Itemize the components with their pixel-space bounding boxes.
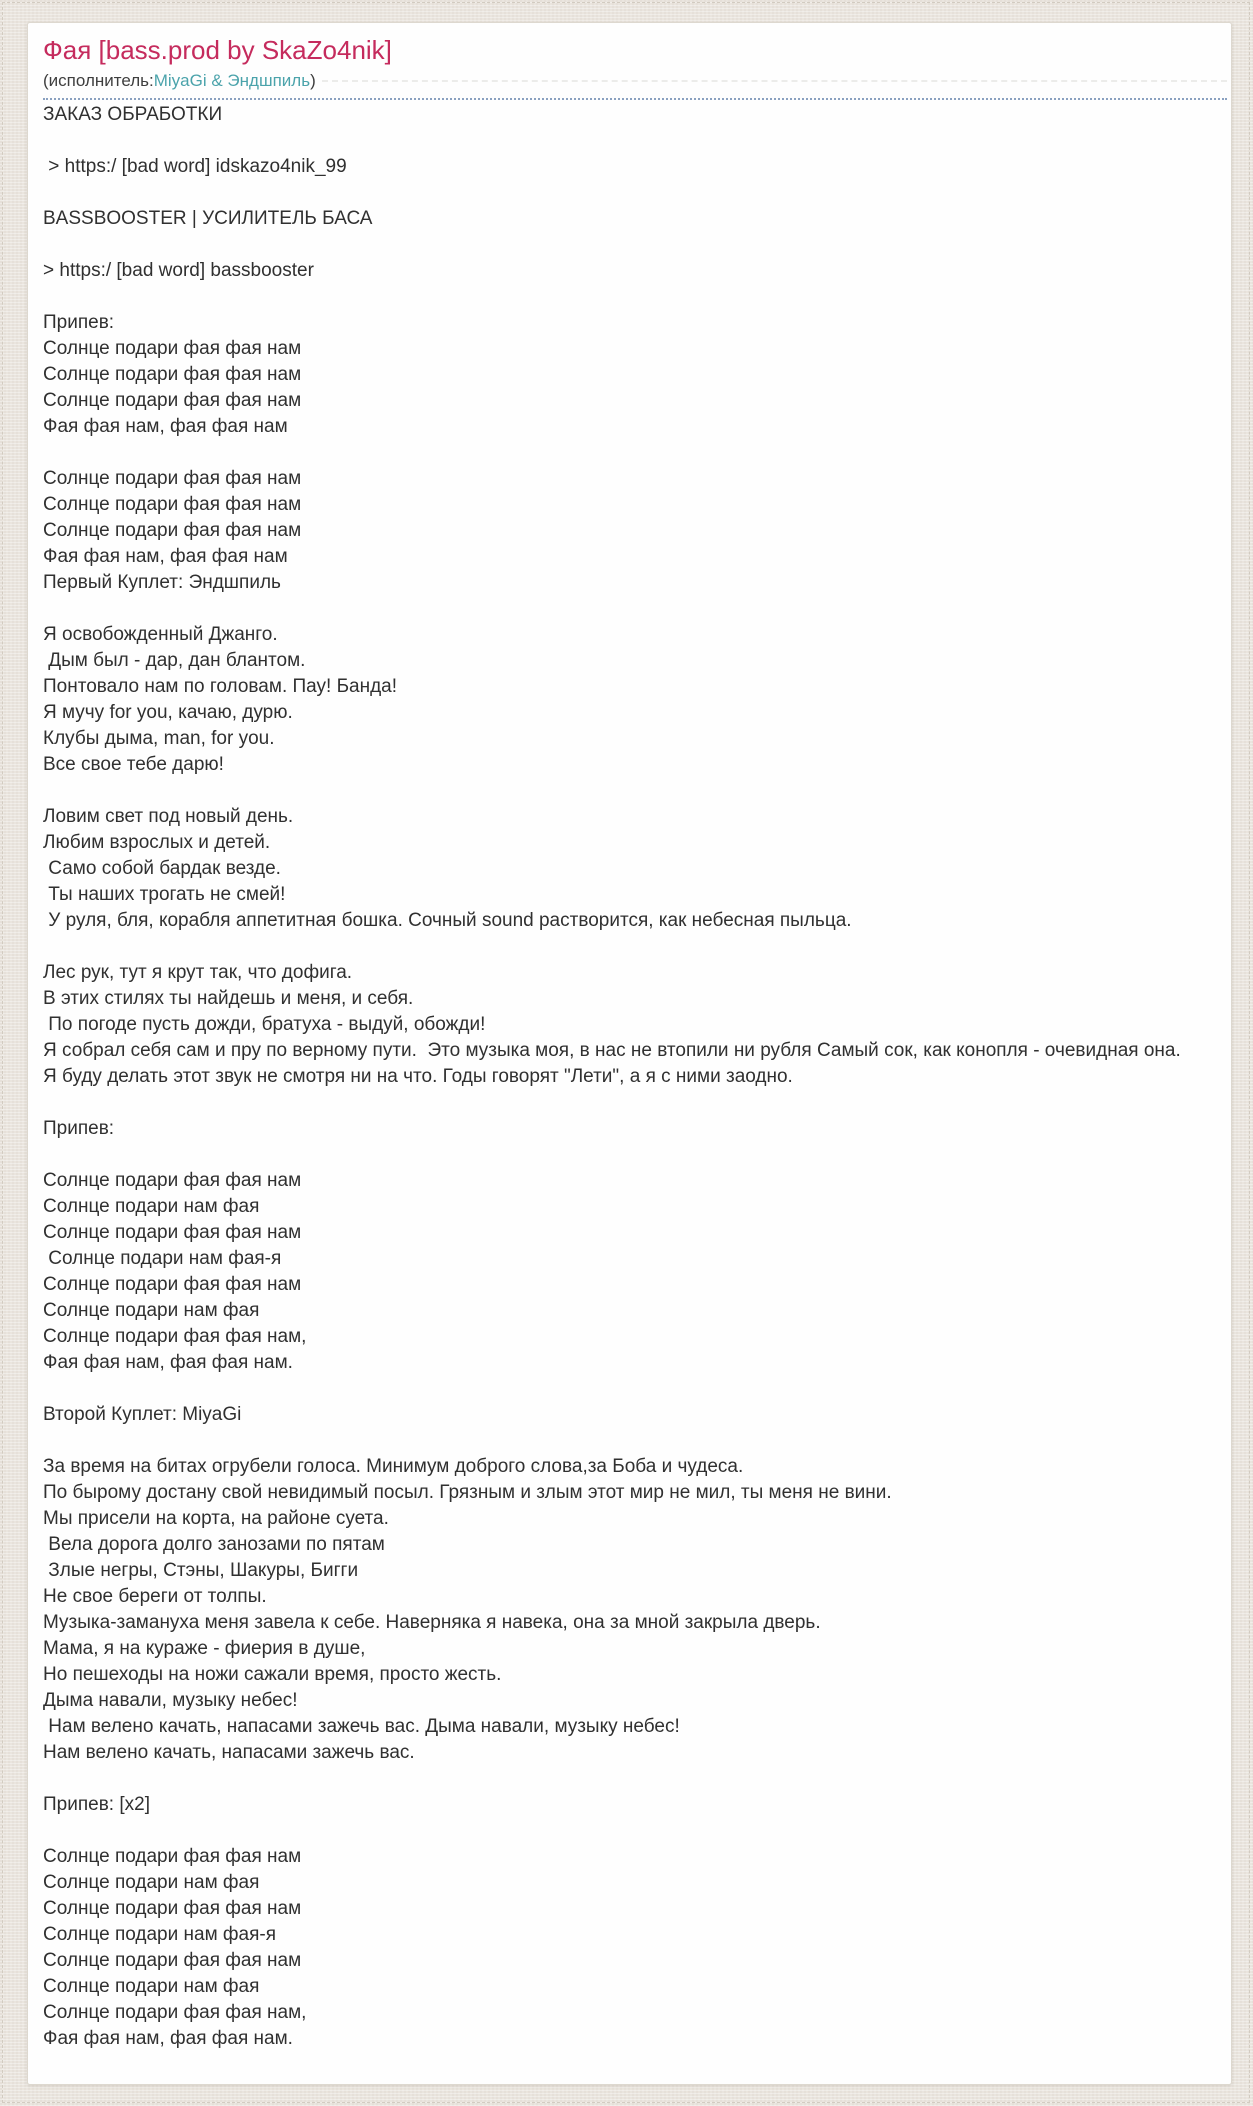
lyric-line: Нам велено качать, напасами зажечь вас. (43, 1742, 415, 1763)
lyric-line: Мама, я на кураже - фиерия в душе, (43, 1638, 366, 1659)
lyric-line: Солнце подари фая фая нам (43, 1898, 302, 1919)
lyric-line: Все свое тебе дарю! (43, 754, 224, 775)
lyric-line: По погоде пусть дожди, братуха - выдуй, обожди! (43, 1014, 486, 1035)
content-panel (27, 22, 1232, 2085)
lyric-line: Фая фая нам, фая фая нам (43, 546, 288, 567)
lyric-line: Но пешеходы на ножи сажали время, просто жесть. (43, 1664, 502, 1685)
artist-line (43, 69, 1227, 93)
lyric-line: Солнце подари нам фая (43, 1976, 260, 1997)
lyric-line (43, 128, 1231, 154)
lyric-line: Фая фая нам, фая фая нам (43, 416, 288, 437)
lyric-line: Солнце подари нам фая (43, 1196, 260, 1217)
lyric-line: Понтовало нам по головам. Пау! Банда! (43, 676, 398, 697)
lyric-line: Солнце подари фая фая нам (43, 1222, 302, 1243)
lyric-line (43, 232, 1231, 258)
lyric-line: > https:/ [bad word] idskazo4nik_99 (43, 156, 347, 177)
lyric-line: Солнце подари фая фая нам (43, 338, 302, 359)
lyric-line (43, 440, 1231, 466)
lyric-line: Солнце подари фая фая нам (43, 1846, 302, 1867)
lyric-line: BASSBOOSTER | УСИЛИТЕЛЬ БАСА (43, 208, 373, 229)
lyric-line: Припев: (43, 1118, 115, 1139)
lyric-line (43, 778, 1231, 804)
artist-prefix-label: (исполнитель: (43, 71, 154, 90)
lyric-line: Солнце подари фая фая нам (43, 390, 302, 411)
lyric-line (43, 1818, 1231, 1844)
lyric-line: Я собрал себя сам и пру по верному пути. Это музыка моя, в нас не втопили ни рубля Самый сок, как конопля - очевидная она. (43, 1040, 1181, 1061)
artist-suffix-label: ) (310, 71, 316, 90)
lyric-line: Нам велено качать, напасами зажечь вас. Дыма навали, музыку небес! (43, 1716, 680, 1737)
lyric-line: Фая фая нам, фая фая нам. (43, 2028, 293, 2049)
lyric-line: Вела дорога долго занозами по пятам (43, 1534, 385, 1555)
lyric-line: Солнце подари фая фая нам (43, 1274, 302, 1295)
lyric-line: Первый Куплет: Эндшпиль (43, 572, 281, 593)
lyric-line (43, 596, 1231, 622)
lyric-line (43, 1090, 1231, 1116)
lyric-line: Злые негры, Стэны, Шакуры, Бигги (43, 1560, 359, 1581)
lyric-line: Солнце подари фая фая нам (43, 468, 302, 489)
lyric-line: Солнце подари фая фая нам (43, 1950, 302, 1971)
lyric-line: Дыма навали, музыку небес! (43, 1690, 298, 1711)
lyric-line: Мы присели на корта, на районе суета. (43, 1508, 389, 1529)
lyric-line: Солнце подари нам фая-я (43, 1248, 282, 1269)
lyric-line (43, 1428, 1231, 1454)
lyric-line: > https:/ [bad word] bassbooster (43, 260, 314, 281)
lyric-line: В этих стилях ты найдешь и меня, и себя. (43, 988, 414, 1009)
faint-dashed-rule (322, 80, 1227, 82)
lyric-line: Солнце подари нам фая-я (43, 1924, 277, 1945)
lyric-line: Любим взрослых и детей. (43, 832, 271, 853)
lyric-line: Ты наших трогать не смей! (43, 884, 286, 905)
lyric-line: Не свое береги от толпы. (43, 1586, 267, 1607)
lyric-line: По бырому достану свой невидимый посыл. Грязным и злым этот мир не мил, ты меня не вини. (43, 1482, 892, 1503)
lyric-line (43, 934, 1231, 960)
lyric-line: У руля, бля, корабля аппетитная бошка. Сочный sound растворится, как небесная пыльца. (43, 910, 852, 931)
lyric-line: Само собой бардак везде. (43, 858, 281, 879)
lyric-line: Я освобожденный Джанго. (43, 624, 278, 645)
lyric-line: Припев: [x2] (43, 1794, 150, 1815)
lyric-line: Музыка-замануха меня завела к себе. Наверняка я навека, она за мной закрыла дверь. (43, 1612, 821, 1633)
lyric-line (43, 180, 1231, 206)
lyric-line: Солнце подари фая фая нам (43, 1170, 302, 1191)
lyrics-text (28, 100, 1231, 2084)
song-header (28, 23, 1231, 100)
lyric-line: Солнце подари фая фая нам (43, 364, 302, 385)
lyric-line (43, 1766, 1231, 1792)
lyric-line (43, 1376, 1231, 1402)
page-title: Фая [bass.prod by SkaZo4nik] (43, 35, 392, 65)
lyric-line: Второй Куплет: MiyaGi (43, 1404, 242, 1425)
lyric-line: Я буду делать этот звук не смотря ни на что. Годы говорят "Лети", а я с ними заодно. (43, 1066, 793, 1087)
lyric-line: Солнце подари фая фая нам, (43, 2002, 307, 2023)
lyric-line (43, 284, 1231, 310)
lyric-line: Припев: (43, 312, 115, 333)
lyric-line: Солнце подари нам фая (43, 1872, 260, 1893)
lyric-line: Ловим свет под новый день. (43, 806, 294, 827)
lyric-line: Лес рук, тут я крут так, что дофига. (43, 962, 353, 983)
lyric-line: ЗАКАЗ ОБРАБОТКИ (43, 104, 223, 125)
lyric-line: Дым был - дар, дан блантом. (43, 650, 306, 671)
lyric-line: Солнце подари нам фая (43, 1300, 260, 1321)
lyric-line: Фая фая нам, фая фая нам. (43, 1352, 293, 1373)
lyric-line: Клубы дыма, man, for you. (43, 728, 275, 749)
lyric-line: Солнце подари фая фая нам (43, 520, 302, 541)
lyric-line: Я мучу for you, качаю, дурю. (43, 702, 293, 723)
lyric-line (43, 1142, 1231, 1168)
lyric-line: За время на битах огрубели голоса. Минимум доброго слова,за Боба и чудеса. (43, 1456, 744, 1477)
lyric-line: Солнце подари фая фая нам (43, 494, 302, 515)
artist-link[interactable]: MiyaGi & Эндшпиль (153, 71, 311, 90)
lyric-line: Солнце подари фая фая нам, (43, 1326, 307, 1347)
